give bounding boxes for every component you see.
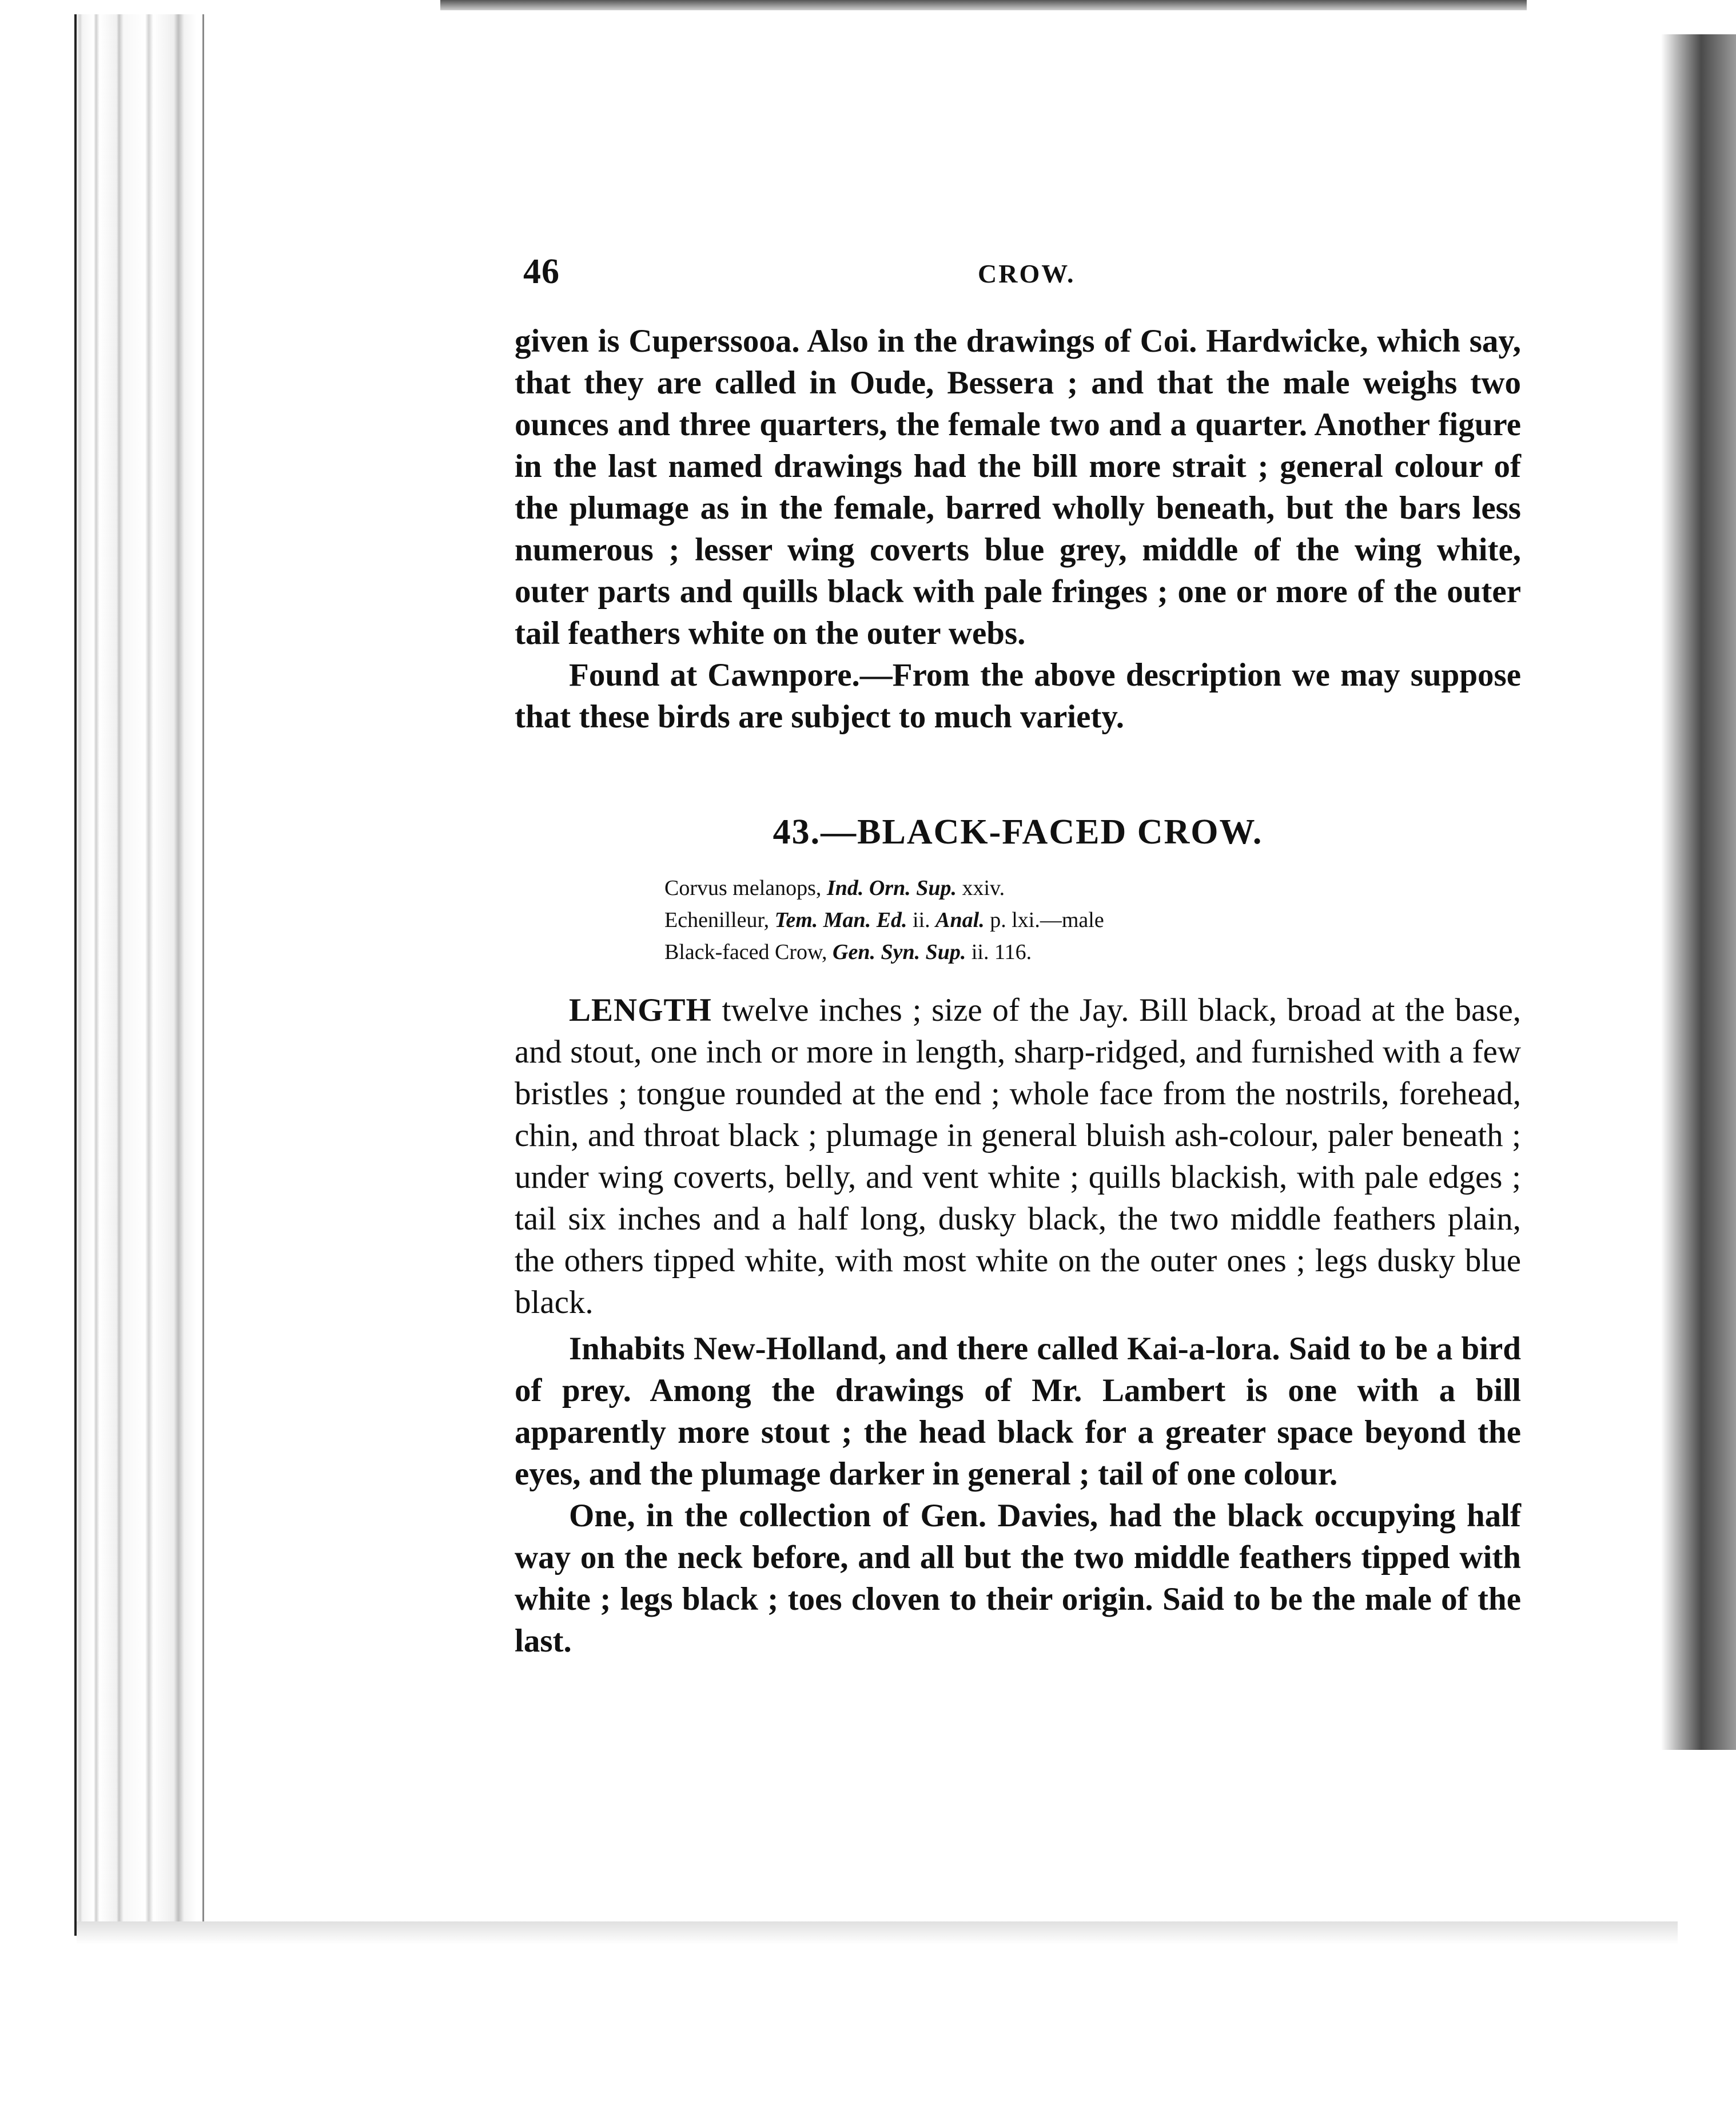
- lead-word: LENGTH: [569, 992, 712, 1028]
- synonym-reference: Anal.: [935, 908, 985, 932]
- page-header: [523, 252, 1524, 297]
- section-heading: 43.—BLACK-FACED CROW.: [773, 813, 1263, 851]
- synonym-reference: Gen. Syn. Sup.: [833, 940, 966, 964]
- continuation-paragraph-1: given is Cuperssooa. Also in the drawings of Coi. Hardwicke, which say, that they are called in Oude, Bessera ; and that the male weighs two ounces and three quarters, the female two and a quarter. Another figure in the last named drawings had the bill more strait ; general colour of the plumage as in the female, barred wholly beneath, but the bars less numerous ; lesser wing coverts blue grey, middle of the wing white, outer parts and quills black with pale fringes ; one or more of the outer tail feathers white on the outer webs.: [515, 323, 1521, 651]
- description-text: twelve inches ; size of the Jay. Bill black, broad at the base, and stout, one inch or more in length, sharp-ridged, and furnished with a few bristles ; tongue rounded at the end ; whole face from the nostrils, forehead, chin, and throat black ; plumage in general bluish ash-colour, paler beneath ; under wing coverts, belly, and vent white ; quills blackish, with pale edges ; tail six inches and a half long, dusky black, the two middle feathers plain, the others tipped white, with most white on the outer ones ; legs dusky blue black.: [515, 992, 1521, 1320]
- synonym-detail: ii.: [907, 908, 936, 932]
- synonym-detail: p. lxi.—male: [984, 908, 1104, 932]
- page-number: 46: [523, 252, 560, 291]
- synonymy-list: [664, 872, 1465, 968]
- synonym-detail: ii. 116.: [966, 940, 1032, 964]
- continuation-text: [515, 320, 1521, 738]
- scan-top-edge: [440, 0, 1527, 10]
- synonym-name: Echenilleur,: [664, 908, 770, 932]
- synonym-name: Corvus melanops,: [664, 876, 822, 900]
- continuation-paragraph-2: Found at Cawnpore.—From the above description we may suppose that these birds are subject to much variety.: [515, 657, 1521, 735]
- page-bottom-shadow: [77, 1921, 1678, 1944]
- synonym-reference: Ind. Orn. Sup.: [826, 876, 957, 900]
- running-head: CROW.: [978, 259, 1076, 288]
- book-page-stack: [74, 14, 204, 1936]
- scan-margin-left: [0, 0, 74, 2101]
- scan-right-shadow: [1661, 34, 1736, 1750]
- synonym-detail: xxiv.: [957, 876, 1005, 900]
- synonym-line: [664, 936, 1465, 968]
- species-description: [515, 989, 1521, 1662]
- male-note-paragraph: One, in the collection of Gen. Davies, had the black occupying half way on the neck before, and all but the two middle feathers tipped with white ; legs black ; toes cloven to their origin. Said to be the male of the last.: [515, 1498, 1521, 1659]
- synonym-name: Black-faced Crow,: [664, 940, 827, 964]
- synonym-line: [664, 904, 1465, 936]
- habitat-paragraph: Inhabits New-Holland, and there called Kai-a-lora. Said to be a bird of prey. Among the drawings of Mr. Lambert is one with a bill apparently more stout ; the head black for a greater space beyond the eyes, and the plumage darker in general ; tail of one colour.: [515, 1331, 1521, 1492]
- synonym-reference: Tem. Man. Ed.: [774, 908, 907, 932]
- synonym-line: [664, 872, 1465, 904]
- description-paragraph: [515, 989, 1521, 1323]
